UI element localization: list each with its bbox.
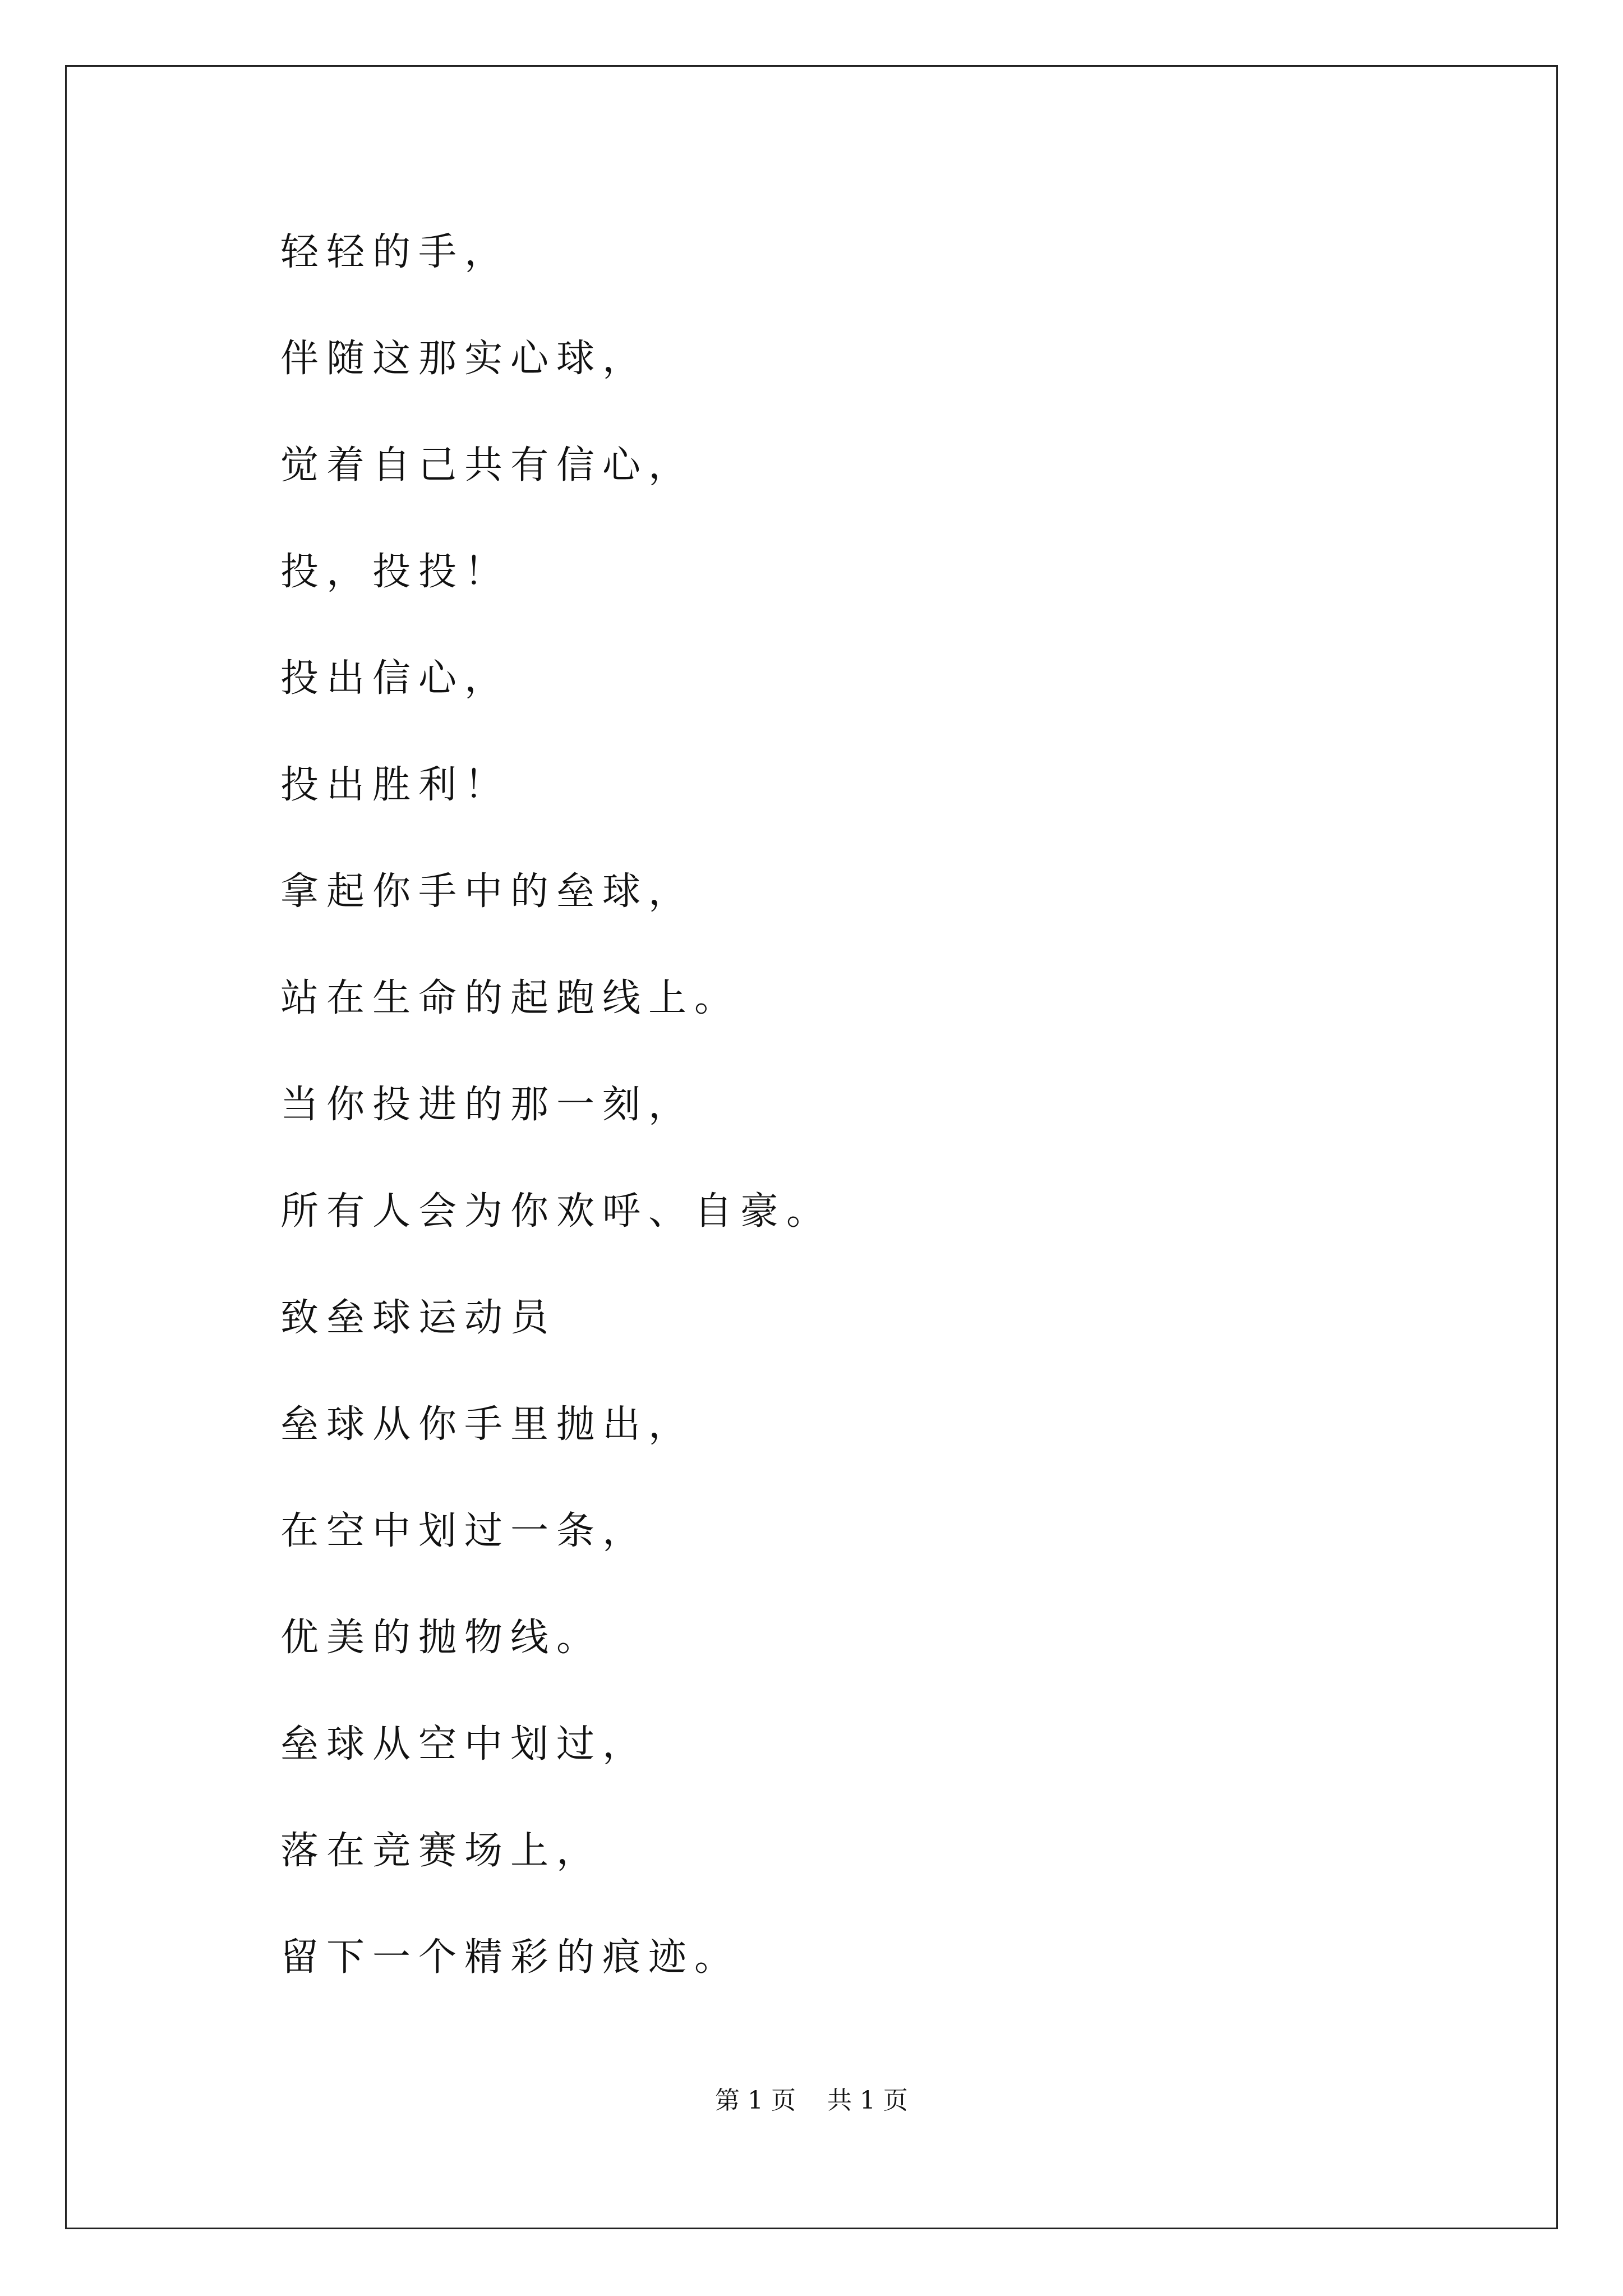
poem-line: 轻轻的手，: [280, 230, 511, 274]
poem-body: [280, 219, 832, 2031]
poem-line: 致垒球运动员: [280, 1296, 557, 1340]
poem-line: 投出胜利！: [280, 763, 511, 807]
poem-line: 投，投投！: [280, 550, 511, 594]
poem-line: 伴随这那实心球，: [280, 337, 649, 381]
poem-line: 投出信心，: [280, 656, 511, 701]
page-number-footer: 第 1 页 共 1 页: [715, 2086, 908, 2115]
poem-line: 垒球从你手里抛出，: [280, 1402, 695, 1447]
poem-line: 觉着自己共有信心，: [280, 443, 695, 487]
poem-line: 优美的抛物线。: [280, 1616, 603, 1660]
poem-line: 拿起你手中的垒球，: [280, 869, 695, 914]
poem-line: 所有人会为你欢呼、自豪。: [280, 1189, 833, 1234]
poem-line: 落在竞赛场上，: [280, 1829, 603, 1873]
poem-line: 站在生命的起跑线上。: [280, 976, 741, 1020]
poem-line: 当你投进的那一刻，: [280, 1083, 695, 1127]
poem-line: 垒球从空中划过，: [280, 1722, 649, 1766]
poem-line: 在空中划过一条，: [280, 1509, 649, 1553]
poem-line: 留下一个精彩的痕迹。: [280, 1935, 741, 1980]
